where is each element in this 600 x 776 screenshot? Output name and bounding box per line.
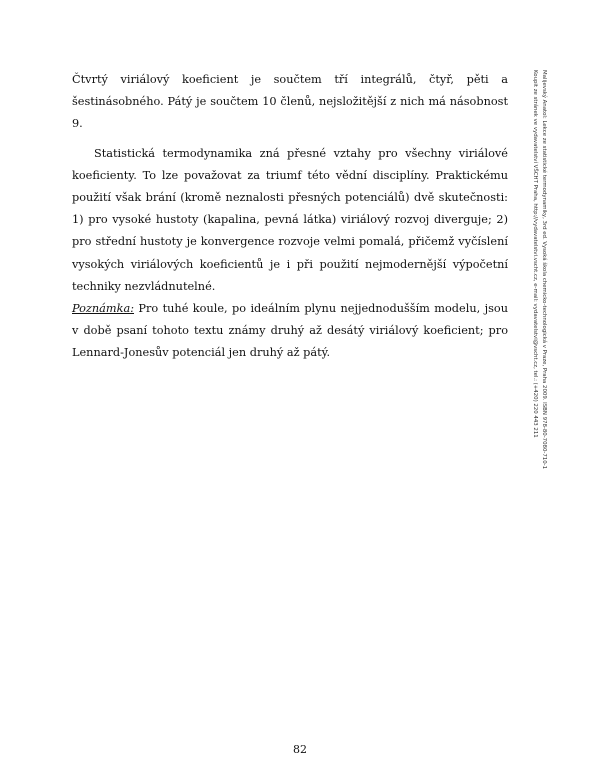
paragraph-virial-fourth: Čtvrtý viriálový koeficient je součtem tří integrálů, čtyř, pěti a šestinásobného. Pátý je součtem 10 členů, nejsložitější z nich má násobnost 9. [72, 73, 508, 131]
page-number: 82 [293, 743, 307, 756]
body-text [72, 69, 508, 365]
note-text: Pro tuhé koule, po ideálním plynu nejjednodušším modelu, jsou v době psaní tohoto textu známy druhý až desátý viriálový koeficient; pro Lennard-Jonesův potenciál jen druhý až pátý. [72, 302, 508, 360]
side-citation-line-1: Malijevský Anatol: Lekce ze statistické termodynamiky, 3rd ed. Vysoká škola chemicko-technologická v Praze, Praha 2009. ISBN 978-80-7080-710-1 [541, 70, 547, 469]
paragraph-statistical-thermodynamics: Statistická termodynamika zná přesné vztahy pro všechny viriálové koeficienty. To lze považovat za triumf této vědní disciplíny. Praktickému použití však brání (kromě neznalosti přesných potenciálů) dvě skutečnosti: 1) pro vysoké hustoty (kapalina, pevná látka) viriálový rozvoj diverguje; 2) pro střední hustoty je konvergence rozvoje velmi pomalá, přičemž vyčíslení vysokých viriálových koeficientů je i při použití nejmodernější výpočetní techniky nezvládnutelné. [72, 146, 508, 293]
side-citation-text [530, 70, 548, 580]
side-citation-line-2: Koupit ze stránek ve vydavatelství VŠCHT Praha, http://vydavatelstvi.vscht.cz, e-mail: vydavatelstvi@vscht.cz, tel.: (+420) 220 443 211 [532, 70, 538, 438]
note-paragraph [72, 298, 508, 365]
side-citation [520, 70, 548, 580]
note-label: Poznámka: [72, 302, 135, 316]
